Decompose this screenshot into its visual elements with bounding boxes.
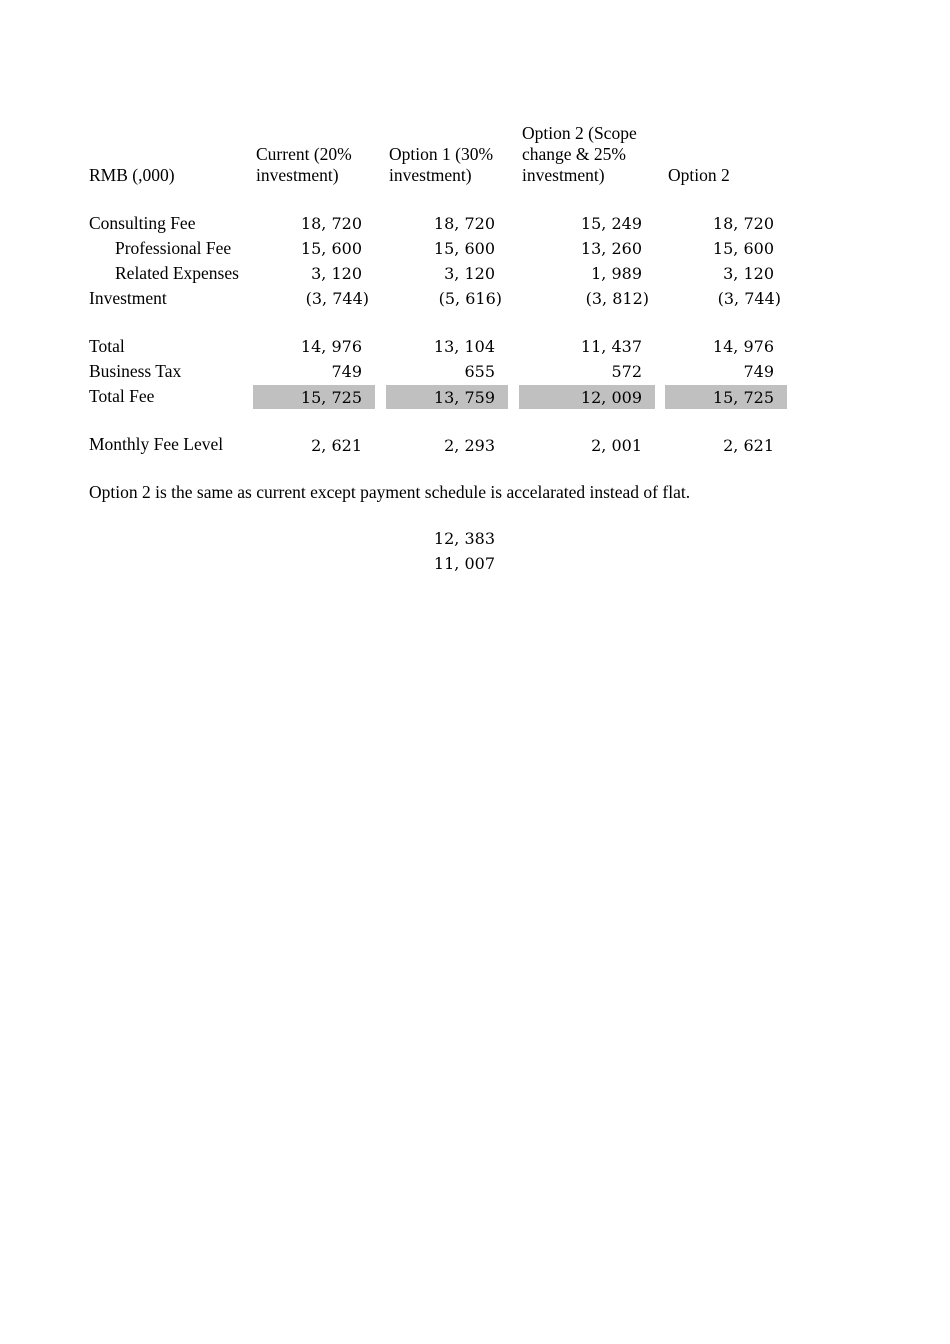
- column-header-option2: Option 2: [668, 165, 730, 185]
- cell-total-fee-option1: 13, 759: [433, 388, 495, 407]
- row-label-monthly-fee-level: Monthly Fee Level: [89, 434, 224, 454]
- cell-investment-option2: (3, 744): [717, 289, 781, 308]
- cell-monthly-fee-level-option2-scope: 2, 001: [591, 436, 642, 455]
- row-label-total-fee: Total Fee: [89, 386, 155, 406]
- cell-total-fee-option2: 15, 725: [712, 388, 774, 407]
- cell-professional-fee-option2: 15, 600: [712, 239, 774, 258]
- extra-value-2: 11, 007: [433, 554, 495, 573]
- cell-professional-fee-option1: 15, 600: [433, 239, 495, 258]
- cell-consulting-fee-current: 18, 720: [300, 214, 362, 233]
- cell-total-option1: 13, 104: [433, 337, 495, 356]
- cell-monthly-fee-level-current: 2, 621: [311, 436, 362, 455]
- column-header-option1: Option 1 (30% investment): [389, 144, 494, 185]
- cell-total-option2: 14, 976: [712, 337, 774, 356]
- cell-business-tax-option1: 655: [464, 362, 495, 381]
- row-label-consulting-fee: Consulting Fee: [89, 213, 196, 233]
- cell-total-fee-current: 15, 725: [300, 388, 362, 407]
- option2-note: Option 2 is the same as current except payment schedule is accelarated instead of flat.: [89, 482, 691, 502]
- cell-total-option2-scope: 11, 437: [580, 337, 642, 356]
- cell-professional-fee-current: 15, 600: [300, 239, 362, 258]
- extra-value-1: 12, 383: [433, 529, 495, 548]
- unit-label: RMB (,000): [89, 165, 175, 185]
- column-header-option2-scope: Option 2 (Scope change & 25% investment): [522, 123, 637, 185]
- cell-business-tax-current: 749: [331, 362, 362, 381]
- row-label-related-expenses: Related Expenses: [115, 263, 239, 283]
- cell-consulting-fee-option2: 18, 720: [712, 214, 774, 233]
- cell-monthly-fee-level-option1: 2, 293: [444, 436, 495, 455]
- cell-related-expenses-option2: 3, 120: [723, 264, 774, 283]
- row-label-investment: Investment: [89, 288, 167, 308]
- cell-business-tax-option2: 749: [743, 362, 774, 381]
- cell-professional-fee-option2-scope: 13, 260: [580, 239, 642, 258]
- row-label-business-tax: Business Tax: [89, 361, 182, 381]
- cell-investment-option2-scope: (3, 812): [585, 289, 649, 308]
- cell-related-expenses-option1: 3, 120: [444, 264, 495, 283]
- cell-consulting-fee-option2-scope: 15, 249: [580, 214, 642, 233]
- row-label-total: Total: [89, 336, 125, 356]
- column-header-current: Current (20% investment): [256, 144, 352, 185]
- row-label-professional-fee: Professional Fee: [115, 238, 232, 258]
- cell-related-expenses-current: 3, 120: [311, 264, 362, 283]
- cell-investment-option1: (5, 616): [438, 289, 502, 308]
- cell-monthly-fee-level-option2: 2, 621: [723, 436, 774, 455]
- cell-investment-current: (3, 744): [305, 289, 369, 308]
- cell-consulting-fee-option1: 18, 720: [433, 214, 495, 233]
- cell-related-expenses-option2-scope: 1, 989: [591, 264, 642, 283]
- cell-business-tax-option2-scope: 572: [611, 362, 642, 381]
- cell-total-current: 14, 976: [300, 337, 362, 356]
- cell-total-fee-option2-scope: 12, 009: [580, 388, 642, 407]
